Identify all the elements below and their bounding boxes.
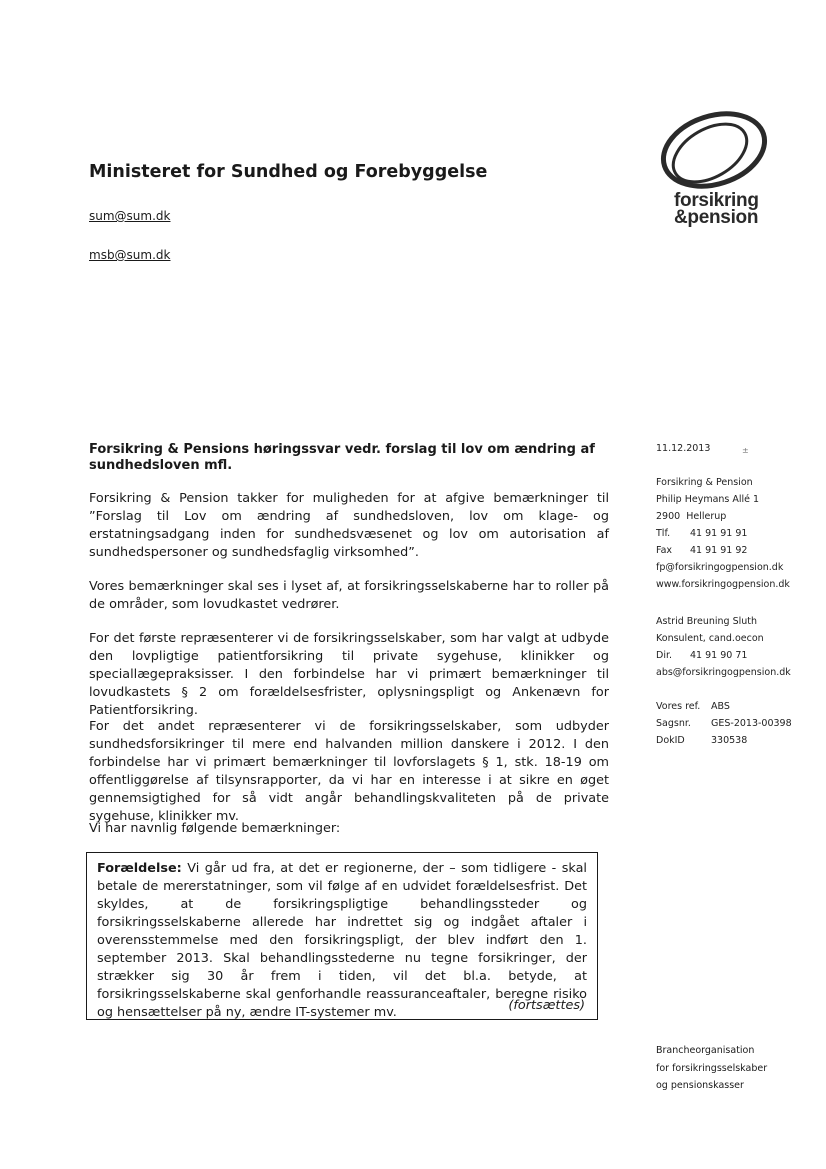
footer-line: Brancheorganisation [656,1045,755,1056]
fax-value: 41 91 91 92 [690,545,748,556]
body-paragraph: For det første repræsenterer vi de forsikringsselskaber, som har valgt at udbyde den lovpligtige patientforsikring til private sygehuse, klinikker og speciallægepraksisser. I den forbindelse har vi primært bemærkninger til lovudkastets § 2 om forældelsesfrister, oplysningspligt og Ankenævn for Patientforsikring. [89,631,609,718]
body-paragraph: Vores bemærkninger skal ses i lyset af, at forsikringsselskaberne har to roller på de områder, som lovudkastet vedrører. [89,579,609,612]
direct-value: 41 91 90 71 [690,650,748,661]
forsikring-pension-logo [648,108,778,228]
sender-fax-row [656,542,790,559]
direct-label: Dir. [656,650,673,661]
body-paragraph: For det andet repræsenterer vi de forsikringsselskaber, som udbyder sundhedsforsikringer til mere end halvanden million danskere i 2012. I den forbindelse har vi primært bemærkninger til lovforslagets § 1, stk. 18-19 om offentliggørelse af tilsynsrapporter, da vi har en interesse i at sikre en øget gennemsigtighed for så vidt angår behandlingskvaliteten på de private sygehuse, klinikker mv. [89,719,609,824]
sender-org-name: Forsikring & Pension [656,477,753,488]
doc-id-row [656,732,792,749]
sender-city: 2900 Hellerup [656,511,727,522]
contact-person-block [656,613,791,681]
contact-email[interactable]: abs@forsikringogpension.dk [656,667,791,678]
organisation-footer [656,1042,767,1095]
sender-phone-row [656,525,790,542]
phone-label: Tlf. [656,528,671,539]
logo-text-pension: &pension [674,207,759,228]
contact-name: Astrid Breuning Sluth [656,616,758,627]
doc-id-label: DokID [656,735,685,746]
swirl-logo-icon [652,108,772,192]
doc-id-value: 330538 [711,735,748,746]
body-paragraph: Forsikring & Pension takker for muligheden for at afgive bemærkninger til ”Forslag til Lov om ændring af sundhedsloven, lov om klage- og erstatningsadgang inden for sundhedsvæsenet og lov om autorisation af sundhedspersoner og sundhedsfaglig virksomhed”. [89,491,609,560]
scan-mark: ± [742,446,749,455]
our-ref-value: ABS [711,701,730,712]
recipient-email-link[interactable]: msb@sum.dk [89,248,171,262]
case-number-value: GES-2013-00398 [711,718,792,729]
footer-line: for forsikringsselskaber [656,1062,768,1074]
case-number-label: Sagsnr. [656,718,691,729]
fax-label: Fax [656,545,673,556]
letter-date: 11.12.2013 [656,443,711,454]
letter-subject: Forsikring & Pensions høringssvar vedr. forslag til lov om ændring af sundhedsloven mfl. [89,442,595,473]
case-number-row [656,715,792,732]
recipient-email-link[interactable]: sum@sum.dk [89,209,171,223]
sender-address-block [656,474,790,593]
sender-street: Philip Heymans Allé 1 [656,494,760,505]
phone-value: 41 91 91 91 [690,528,748,539]
our-ref-row [656,698,792,715]
remark-box [86,852,598,1020]
remark-heading: Forældelse: [97,861,182,876]
reference-block [656,698,792,749]
body-paragraph: Vi har navnlig følgende bemærkninger: [89,821,341,836]
our-ref-label: Vores ref. [656,701,701,712]
contact-direct-row [656,647,791,664]
sender-email[interactable]: fp@forsikringogpension.dk [656,562,784,573]
footer-line: og pensionskasser [656,1080,744,1091]
recipient-title: Ministeret for Sundhed og Forebyggelse [89,162,488,182]
contact-title: Konsulent, cand.oecon [656,633,764,644]
sender-website[interactable]: www.forsikringogpension.dk [656,579,790,590]
logo-text-forsikring: forsikring [674,190,759,211]
continued-note: (fortsættes) [508,998,585,1013]
remark-body: Vi går ud fra, at det er regionerne, der – som tidligere - skal betale de mererstatninger, som vil følge af en udvidet forældelsesfrist. Det skyldes, at de forsikringspligtige behandlingssteder og forsikringsselskaberne allerede har indrettet sig og indgået aftaler i overensstemmelse med den forsikringspligt, der blev indført den 1. september 2013. Skal behandlingsstederne nu tegne forsikringer, der strækker sig 30 år frem i tiden, vil det bl.a. betyde, at forsikringsselskaberne skal genforhandle reassuranceaftaler, beregne risiko og hensættelser på ny, ændre IT-systemer mv. [97,861,587,1020]
